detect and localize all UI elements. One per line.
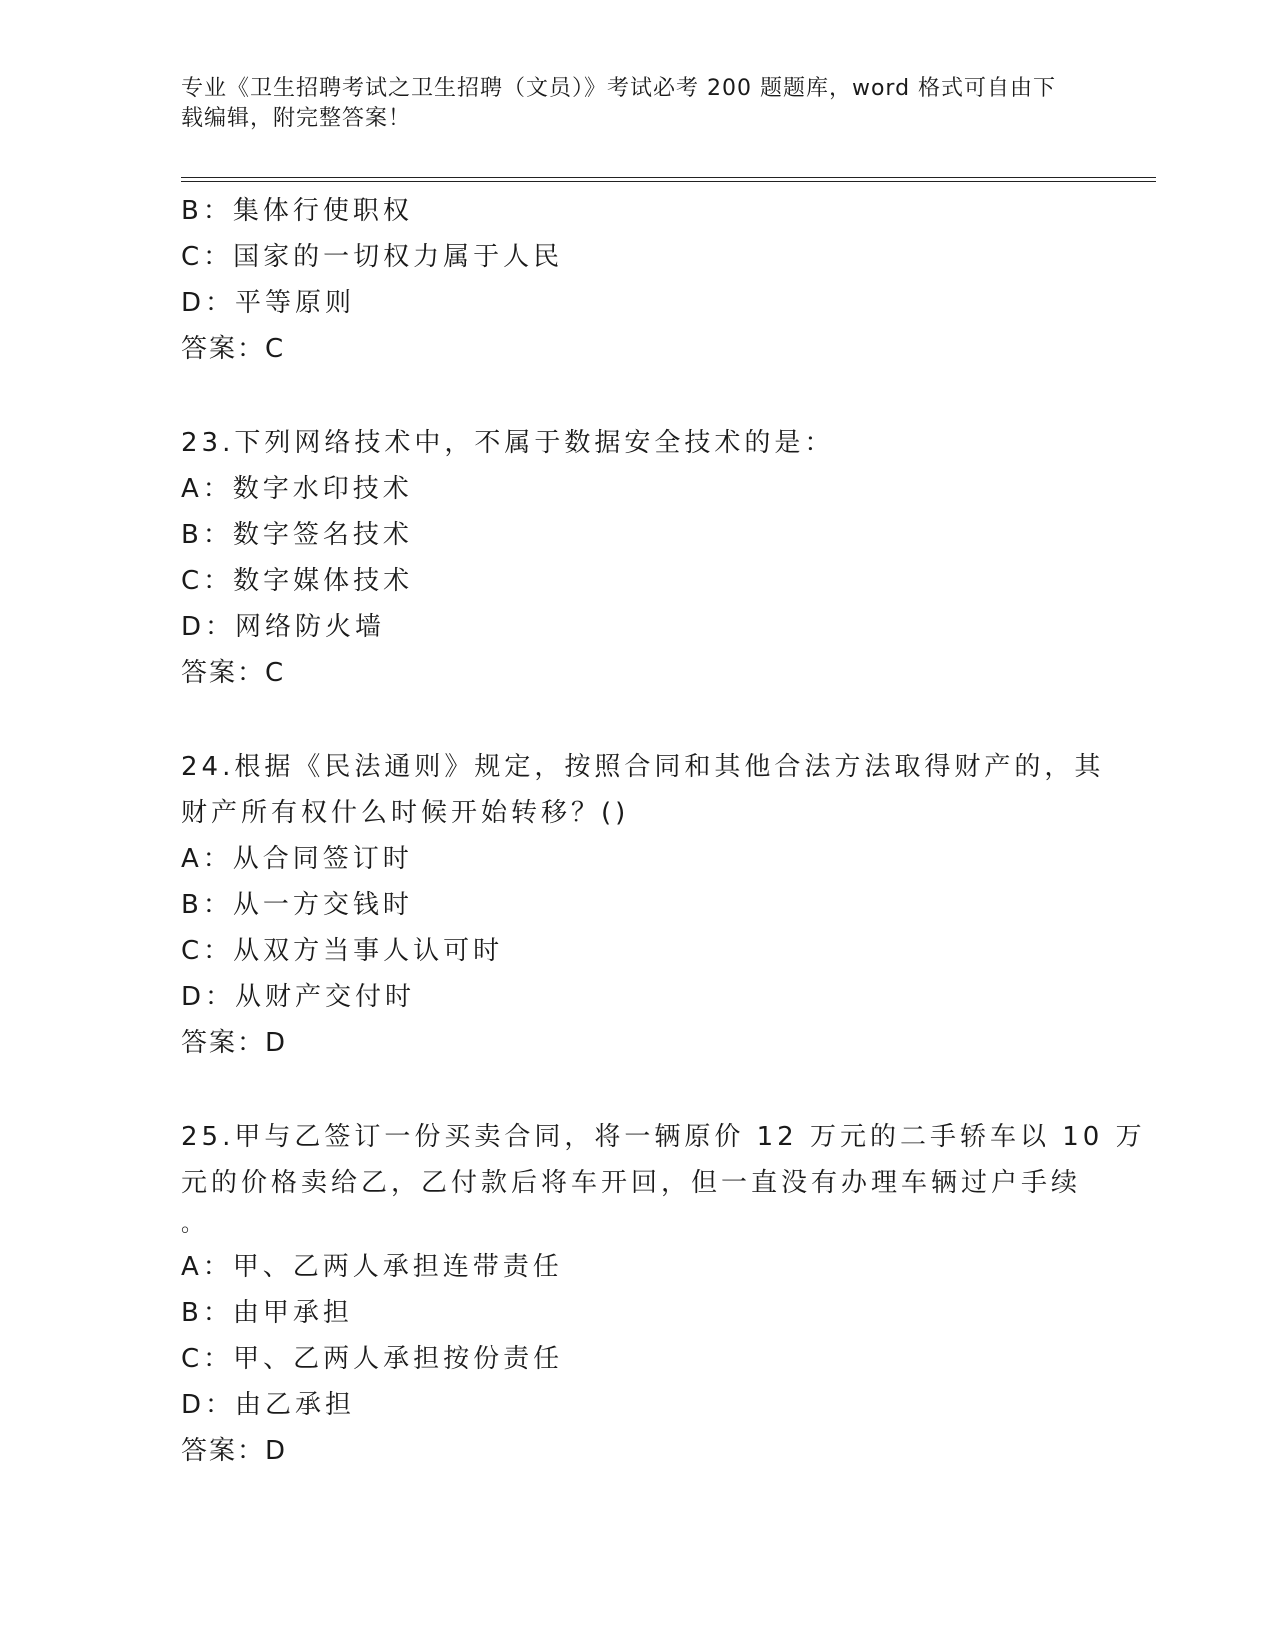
spacer — [181, 372, 1081, 420]
answer-line: 答案：C — [181, 658, 286, 688]
option-b: B：由甲承担 — [181, 1298, 353, 1328]
document-header — [181, 74, 1061, 134]
option-d: D：网络防火墙 — [181, 612, 386, 642]
document-body — [181, 188, 1146, 1474]
header-text: 专业《卫生招聘考试之卫生招聘（文员）》考试必考 200 题题库，word 格式可自由下载编辑，附完整答案！ — [181, 76, 1057, 131]
question-block-24 — [181, 744, 1105, 1066]
spacer — [181, 1066, 1081, 1114]
answer-line: 答案：D — [181, 1436, 288, 1466]
question-block-25 — [181, 1114, 1146, 1474]
question-text-line-3: 。 — [181, 1212, 208, 1237]
question-text: 23.下列网络技术中，不属于数据安全技术的是： — [181, 428, 835, 458]
question-block-22 — [181, 188, 1081, 372]
option-a: A：甲、乙两人承担连带责任 — [181, 1252, 563, 1282]
option-a: A：数字水印技术 — [181, 474, 413, 504]
option-a: A：从合同签订时 — [181, 844, 413, 874]
option-c: C：数字媒体技术 — [181, 566, 414, 596]
option-c: C：国家的一切权力属于人民 — [181, 242, 564, 272]
option-c: C：甲、乙两人承担按份责任 — [181, 1344, 564, 1374]
answer-line: 答案：C — [181, 334, 286, 364]
option-d: D：从财产交付时 — [181, 982, 416, 1012]
question-text-line-2: 财产所有权什么时候开始转移？() — [181, 798, 630, 828]
option-b: B：数字签名技术 — [181, 520, 413, 550]
option-d: D：由乙承担 — [181, 1390, 356, 1420]
option-c: C：从双方当事人认可时 — [181, 936, 504, 966]
header-divider — [181, 177, 1156, 182]
question-text-line-2: 元的价格卖给乙，乙付款后将车开回，但一直没有办理车辆过户手续 — [181, 1168, 1082, 1198]
answer-line: 答案：D — [181, 1028, 288, 1058]
question-text-line-1: 25.甲与乙签订一份买卖合同，将一辆原价 12 万元的二手轿车以 10 万 — [181, 1122, 1146, 1152]
option-b: B：从一方交钱时 — [181, 890, 413, 920]
spacer — [181, 696, 1081, 744]
question-text-line-1: 24.根据《民法通则》规定，按照合同和其他合法方法取得财产的，其 — [181, 752, 1105, 782]
question-block-23 — [181, 420, 1081, 696]
option-b: B：集体行使职权 — [181, 196, 413, 226]
option-d: D：平等原则 — [181, 288, 356, 318]
